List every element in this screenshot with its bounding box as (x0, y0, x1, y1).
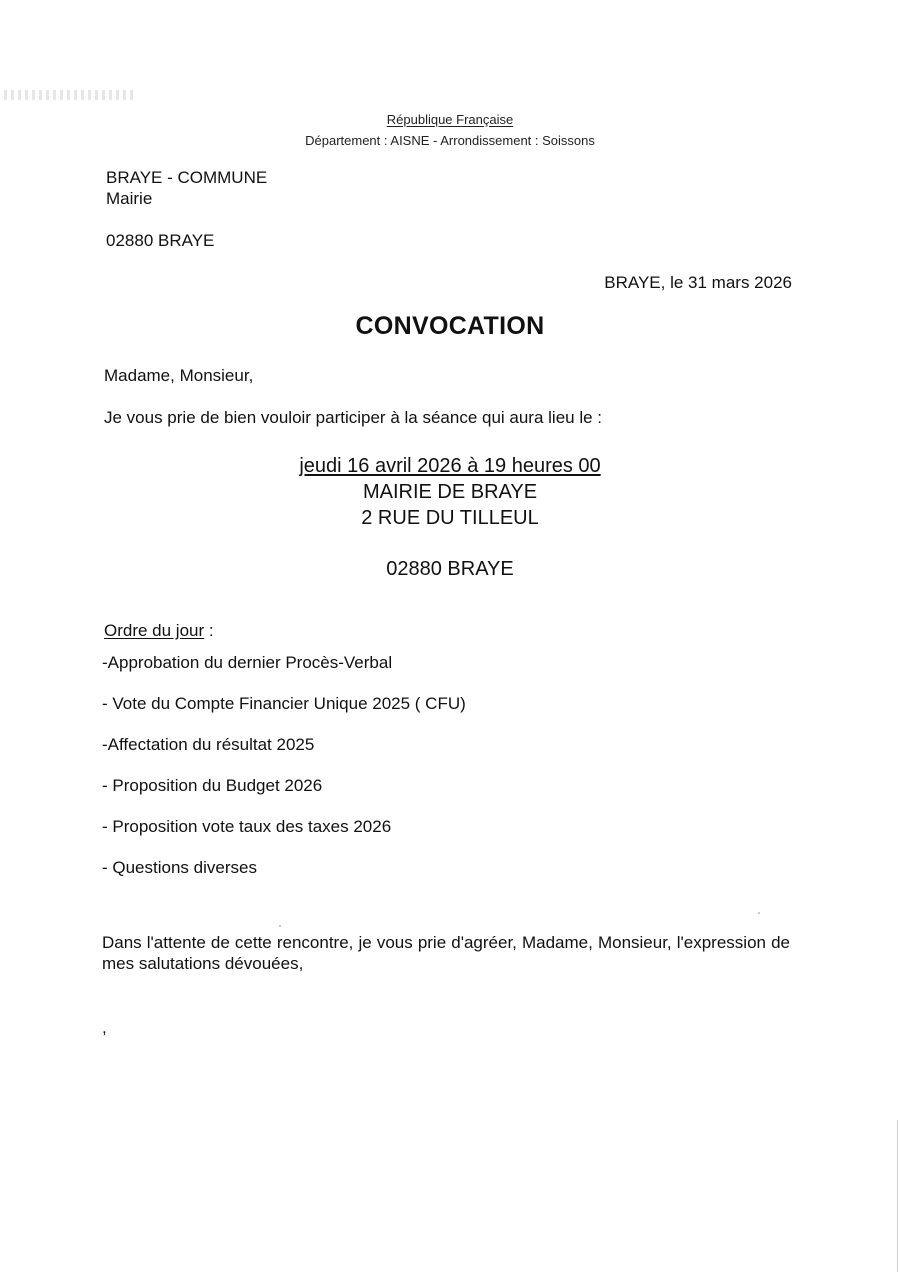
document-title: CONVOCATION (355, 312, 545, 340)
meeting-postal: 02880 BRAYE (386, 558, 514, 580)
agenda-item: - Proposition du Budget 2026 (102, 776, 323, 795)
meeting-street: 2 RUE DU TILLEUL (361, 507, 539, 529)
agenda-label: Ordre du jour (104, 621, 205, 640)
sender-block (106, 167, 267, 209)
greeting: Madame, Monsieur, (104, 366, 254, 385)
agenda-item: - Questions diverses (102, 858, 257, 877)
agenda-label-suffix: : (204, 621, 214, 640)
sender-postal: 02880 BRAYE (106, 231, 215, 250)
trailing-mark: , (102, 1018, 107, 1037)
date-line: BRAYE, le 31 mars 2026 (604, 273, 792, 292)
intro-sentence: Je vous prie de bien vouloir participer à la séance qui aura lieu le : (104, 408, 603, 427)
agenda-item: - Proposition vote taux des taxes 2026 (102, 817, 392, 836)
agenda-item: -Approbation du dernier Procès-Verbal (102, 653, 393, 672)
scan-edge (897, 1120, 898, 1272)
republic-heading: République Française (386, 112, 514, 127)
agenda-heading (104, 621, 214, 641)
meeting-datetime-text: jeudi 16 avril 2026 à 19 heures 00 (299, 455, 601, 477)
closing-paragraph: Dans l'attente de cette rencontre, je vous prie d'agréer, Madame, Monsieur, l'expression de mes salutations dévouées, (102, 933, 790, 973)
scan-artifact (4, 90, 136, 100)
department-line: Département : AISNE - Arrondissement : Soissons (305, 133, 595, 148)
agenda-item: - Vote du Compte Financier Unique 2025 ( CFU) (102, 694, 466, 713)
agenda-list (102, 652, 466, 898)
scan-speck (758, 912, 760, 914)
agenda-item: -Affectation du résultat 2025 (102, 735, 315, 754)
sender-commune: BRAYE - COMMUNE (106, 168, 268, 187)
sender-mairie: Mairie (106, 189, 153, 208)
meeting-datetime (0, 455, 900, 478)
meeting-place: MAIRIE DE BRAYE (362, 481, 538, 503)
scan-speck (279, 925, 281, 927)
